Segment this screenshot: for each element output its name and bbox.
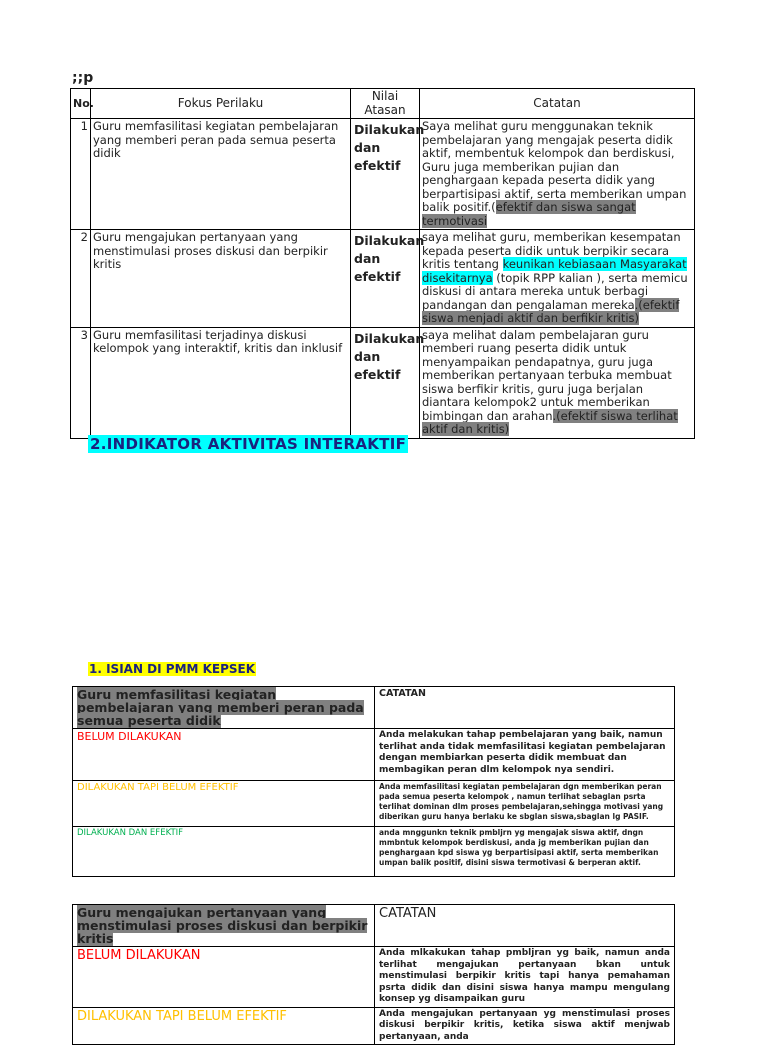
top-mark: ;;p <box>72 70 94 86</box>
header-nilai: Nilai Atasan <box>351 89 420 119</box>
table-row <box>73 729 675 781</box>
table-row <box>71 327 695 438</box>
row-fokus: Guru mengajukan pertanyaan yang menstimulasi proses diskusi dan berpikir kritis <box>91 230 351 328</box>
table-row <box>71 119 695 230</box>
row-nilai: Dilakukan dan efektif <box>351 230 420 328</box>
pmm-catatan-belum: Anda mlkakukan tahap pmbljran yg baik, namun anda terlihat mengajukan pertanyaan bkan untuk menstimulasi berpikir kritis tapi hanya pemahaman psrta didik dan disini siswa hanya mampu mengulang konsep yg disampaikan guru <box>375 947 675 1008</box>
pmm-catatan-efektif: anda mnggunkn teknik pmbljrn yg mengajak siswa aktif, dngn mmbntuk kelompok berdiskusi, anda jg memberikan pujian dan penghargaan kpd siswa yg berpartisipasi aktif, serta memberikan umpan balik positif, disini siswa termotivasi & berperan aktif. <box>375 827 675 877</box>
table-header-row <box>71 89 695 119</box>
catatan-highlight: .(efektif siswa terlihat aktif dan kritis) <box>422 408 678 436</box>
table-row <box>71 230 695 328</box>
pmm-label-efektif: DILAKUKAN DAN EFEKTIF <box>73 827 375 877</box>
row-nilai: Dilakukan dan efektif <box>351 119 420 230</box>
row-number: 3 <box>71 327 91 438</box>
pmm-fokus-text: Guru mengajukan pertanyaan yang menstimulasi proses diskusi dan berpikir kritis <box>77 905 368 946</box>
catatan-highlight: .(efektif siswa menjadi aktif dan berfikir kritis) <box>422 297 680 325</box>
header-no: No. <box>71 89 91 119</box>
row-number: 2 <box>71 230 91 328</box>
pmm-catatan-belum-efektif: Anda memfasilitasi kegiatan pembelajaran dgn memberikan peran pada semua peserta kelompok , namun terlihat sebaglan psrta terlihat dominan dlm proses pembelajaran,sehingga motivasi yang diberikan guru hanya berlaku ke sbglan siswa,sbaglan lg PASIF. <box>375 781 675 827</box>
table-row <box>73 1007 675 1045</box>
pmm-label-belum: BELUM DILAKUKAN <box>73 947 375 1008</box>
row-catatan <box>420 230 695 328</box>
pmm-catatan-header: CATATAN <box>375 687 675 729</box>
row-fokus: Guru memfasilitasi terjadinya diskusi kelompok yang interaktif, kritis dan inklusif <box>91 327 351 438</box>
row-fokus: Guru memfasilitasi kegiatan pembelajaran yang memberi peran pada semua peserta didik <box>91 119 351 230</box>
catatan-cyan-highlight: keunikan kebiasaan Masyarakat disekitarnya <box>422 257 687 285</box>
section-heading-indikator: 2.INDIKATOR AKTIVITAS INTERAKTIF <box>90 435 407 453</box>
row-catatan <box>420 119 695 230</box>
row-catatan <box>420 327 695 438</box>
pmm-label-belum: BELUM DILAKUKAN <box>73 729 375 781</box>
row-nilai: Dilakukan dan efektif <box>351 327 420 438</box>
pmm-catatan-belum-efektif: Anda mengajukan pertanyaan yg menstimulasi proses diskusi berpikir kritis, ketika siswa aktif menjwab pertanyaan, anda <box>375 1007 675 1045</box>
catatan-text: saya melihat guru, memberikan kesempatan kepada peserta didik untuk berpikir secara kritis tentang <box>422 230 681 271</box>
table-row <box>73 947 675 1008</box>
pmm-table-header-row <box>73 687 675 729</box>
pmm-label-belum-efektif: DILAKUKAN TAPI BELUM EFEKTIF <box>73 1007 375 1045</box>
pmm-catatan-header: CATATAN <box>375 905 675 947</box>
header-catatan: Catatan <box>420 89 695 119</box>
observation-table <box>70 88 695 439</box>
pmm-fokus-cell <box>73 687 375 729</box>
catatan-text: Saya melihat guru menggunakan teknik pembelajaran yang mengajak peserta didik aktif, membentuk kelompok dan berdiskusi, Guru juga memberikan pujian dan penghargaan kepada peserta didik yang berpartisipasi aktif, serta memberikan umpan balik positif.( <box>422 119 687 214</box>
pmm-fokus-text: Guru memfasilitasi kegiatan pembelajaran yang memberi peran pada semua peserta didik <box>77 687 364 728</box>
pmm-catatan-belum: Anda melakukan tahap pembelajaran yang baik, namun terlihat anda tidak memfasilitasi kegiatan pembelajaran dengan membiarkan peserta didik membuat dan membagikan peran dlm kelompok nya sendiri. <box>375 729 675 781</box>
table-row <box>73 781 675 827</box>
pmm-table-1 <box>72 686 675 877</box>
pmm-table-header-row <box>73 905 675 947</box>
header-fokus: Fokus Perilaku <box>91 89 351 119</box>
section-heading-isian: 1. ISIAN DI PMM KEPSEK <box>89 662 256 676</box>
pmm-fokus-cell <box>73 905 375 947</box>
catatan-highlight: efektif dan siswa sangat termotivasi <box>422 200 636 228</box>
pmm-label-belum-efektif: DILAKUKAN TAPI BELUM EFEKTIF <box>73 781 375 827</box>
catatan-text-2: (topik RPP kalian ), serta memicu diskusi di antara mereka untuk berbagi pandangan dan pengalaman mereka <box>422 270 688 312</box>
catatan-text: saya melihat dalam pembelajaran guru memberi ruang peserta didik untuk menyampaikan pendapatnya, guru juga memberikan pertanyaan terbuka membuat siswa berfikir kritis, guru juga berjalan diantara kelompok2 untuk memberikan bimbingan dan arahan <box>422 327 672 423</box>
table-row <box>73 827 675 877</box>
row-number: 1 <box>71 119 91 230</box>
